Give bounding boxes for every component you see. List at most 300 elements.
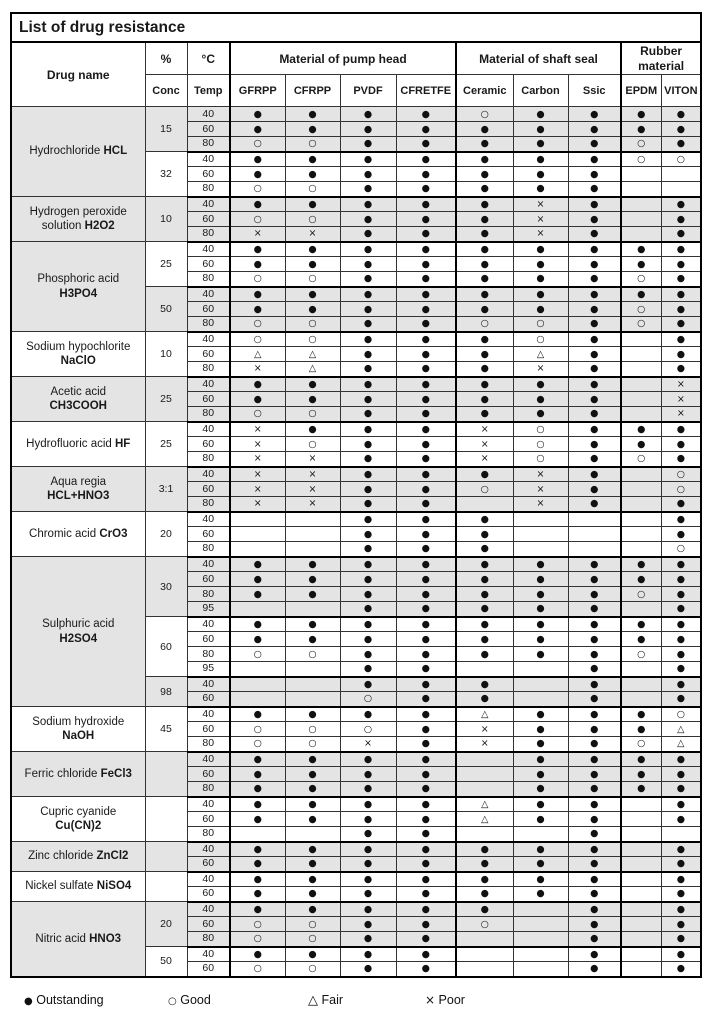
temp-cell: 80	[187, 407, 230, 422]
resistance-cell: ○	[230, 317, 285, 332]
resistance-cell: ×	[456, 737, 513, 752]
temp-cell: 80	[187, 317, 230, 332]
resistance-cell: ×	[456, 437, 513, 452]
resistance-cell	[621, 602, 661, 617]
resistance-cell: ●	[568, 692, 621, 707]
resistance-cell: ●	[513, 257, 568, 272]
resistance-cell: ●	[513, 647, 568, 662]
resistance-cell: ●	[661, 512, 701, 527]
drug-resistance-table	[10, 12, 702, 978]
resistance-cell: ●	[661, 812, 701, 827]
resistance-cell: ●	[568, 422, 621, 437]
resistance-cell: ●	[568, 752, 621, 767]
fair-symbol: △	[308, 993, 318, 1008]
resistance-cell: ●	[661, 767, 701, 782]
resistance-cell: ●	[456, 617, 513, 632]
resistance-cell: ○	[230, 647, 285, 662]
drug-name: Nitric acid	[35, 932, 86, 945]
resistance-cell: ●	[621, 617, 661, 632]
resistance-cell: ●	[456, 572, 513, 587]
conc-cell: 10	[145, 197, 187, 242]
resistance-cell: ●	[340, 782, 396, 797]
temp-cell: 60	[187, 302, 230, 317]
resistance-cell: ●	[340, 497, 396, 512]
resistance-cell: ●	[285, 122, 340, 137]
resistance-cell: ●	[661, 602, 701, 617]
resistance-cell: ○	[456, 107, 513, 122]
resistance-cell	[513, 677, 568, 692]
resistance-cell: ●	[513, 557, 568, 572]
resistance-cell: ○	[621, 317, 661, 332]
resistance-cell: △	[513, 347, 568, 362]
resistance-cell: ●	[456, 677, 513, 692]
resistance-cell: ●	[340, 182, 396, 197]
resistance-cell: ●	[456, 287, 513, 302]
resistance-cell: ×	[456, 422, 513, 437]
resistance-cell: ○	[661, 707, 701, 722]
resistance-cell: ×	[513, 497, 568, 512]
drug-name-cell	[11, 902, 145, 977]
drug-name-cell	[11, 242, 145, 332]
temp-cell: 60	[187, 692, 230, 707]
resistance-cell: ●	[396, 647, 456, 662]
pump-head-group-header: Material of pump head	[230, 42, 456, 75]
resistance-cell: ●	[396, 707, 456, 722]
resistance-cell: ●	[230, 287, 285, 302]
drug-formula: FeCl3	[100, 767, 132, 780]
resistance-cell: ●	[340, 527, 396, 542]
drug-formula: NiSO4	[96, 880, 132, 893]
resistance-cell: ○	[285, 137, 340, 152]
resistance-cell: ●	[513, 407, 568, 422]
resistance-cell: ●	[568, 677, 621, 692]
resistance-cell: ●	[456, 632, 513, 647]
resistance-cell: ●	[661, 317, 701, 332]
resistance-cell: ●	[340, 602, 396, 617]
legend-item-fair	[308, 993, 343, 1008]
resistance-cell: ●	[513, 122, 568, 137]
resistance-cell: ○	[621, 152, 661, 167]
resistance-cell: ●	[285, 302, 340, 317]
resistance-cell	[621, 812, 661, 827]
resistance-cell: ●	[568, 917, 621, 932]
resistance-cell: ●	[661, 677, 701, 692]
resistance-cell: △	[456, 797, 513, 812]
resistance-cell: ●	[396, 152, 456, 167]
resistance-cell	[285, 542, 340, 557]
resistance-cell: ●	[396, 797, 456, 812]
percent-header: %	[145, 42, 187, 75]
resistance-cell: ●	[661, 197, 701, 212]
drug-name-cell	[11, 842, 145, 872]
resistance-cell: ●	[621, 107, 661, 122]
resistance-cell: ●	[456, 257, 513, 272]
temp-cell: 60	[187, 887, 230, 902]
resistance-cell: ●	[340, 767, 396, 782]
resistance-cell: ●	[396, 212, 456, 227]
resistance-cell: ●	[340, 287, 396, 302]
resistance-cell: ●	[661, 782, 701, 797]
resistance-cell: ●	[621, 122, 661, 137]
resistance-cell	[513, 947, 568, 962]
resistance-cell: ●	[661, 257, 701, 272]
temp-cell: 60	[187, 632, 230, 647]
resistance-cell: ●	[568, 782, 621, 797]
resistance-cell: ●	[396, 167, 456, 182]
temp-cell: 80	[187, 542, 230, 557]
resistance-cell: ●	[513, 137, 568, 152]
resistance-cell	[285, 602, 340, 617]
resistance-cell: ●	[621, 752, 661, 767]
conc-cell: 20	[145, 902, 187, 947]
table-row	[11, 332, 701, 347]
legend-item-outstanding	[24, 993, 104, 1007]
resistance-cell: ●	[285, 797, 340, 812]
resistance-cell: ●	[513, 632, 568, 647]
resistance-cell: ●	[285, 632, 340, 647]
resistance-cell: ●	[396, 767, 456, 782]
resistance-cell: ●	[285, 557, 340, 572]
resistance-cell: ●	[621, 242, 661, 257]
resistance-cell: ●	[661, 797, 701, 812]
table-row	[11, 512, 701, 527]
resistance-cell: ○	[621, 272, 661, 287]
resistance-cell	[230, 677, 285, 692]
resistance-cell: ●	[230, 872, 285, 887]
temp-cell: 40	[187, 707, 230, 722]
resistance-cell: ×	[230, 482, 285, 497]
drug-name-cell	[11, 872, 145, 902]
resistance-cell: ●	[513, 707, 568, 722]
resistance-cell	[621, 677, 661, 692]
resistance-cell: ●	[396, 287, 456, 302]
resistance-cell: ●	[230, 812, 285, 827]
resistance-cell: ●	[513, 242, 568, 257]
resistance-cell: ●	[340, 377, 396, 392]
drug-formula: Cu(CN)2	[55, 820, 102, 832]
resistance-cell: ●	[340, 662, 396, 677]
temp-cell: 40	[187, 467, 230, 482]
resistance-cell: ×	[285, 482, 340, 497]
resistance-cell: ●	[661, 452, 701, 467]
resistance-cell: ●	[230, 857, 285, 872]
drug-resistance-page	[10, 12, 700, 1008]
legend-item-good	[168, 993, 211, 1007]
resistance-cell: ●	[513, 767, 568, 782]
resistance-cell	[621, 542, 661, 557]
resistance-cell: ○	[285, 182, 340, 197]
resistance-cell	[661, 182, 701, 197]
resistance-cell: ●	[396, 872, 456, 887]
resistance-cell: △	[285, 347, 340, 362]
resistance-cell: ●	[621, 722, 661, 737]
resistance-cell	[568, 512, 621, 527]
resistance-cell: ●	[340, 962, 396, 977]
conc-cell: 10	[145, 332, 187, 377]
temp-cell: 95	[187, 662, 230, 677]
resistance-cell	[230, 692, 285, 707]
resistance-cell: ●	[230, 707, 285, 722]
resistance-cell	[621, 332, 661, 347]
table-row	[11, 197, 701, 212]
resistance-cell: ●	[340, 242, 396, 257]
resistance-cell: ○	[513, 317, 568, 332]
resistance-cell	[456, 782, 513, 797]
resistance-cell: ●	[396, 122, 456, 137]
temp-cell: 40	[187, 422, 230, 437]
resistance-cell: ●	[456, 227, 513, 242]
drug-formula: NaClO	[60, 355, 96, 367]
resistance-cell	[568, 542, 621, 557]
resistance-cell: ●	[396, 812, 456, 827]
resistance-cell: ×	[513, 362, 568, 377]
resistance-cell: ●	[661, 842, 701, 857]
resistance-cell: ●	[230, 617, 285, 632]
resistance-cell	[513, 527, 568, 542]
resistance-cell: ●	[396, 602, 456, 617]
resistance-cell: ●	[340, 917, 396, 932]
table-row	[11, 467, 701, 482]
resistance-cell: ●	[661, 272, 701, 287]
resistance-cell: ●	[340, 107, 396, 122]
resistance-cell: ●	[513, 812, 568, 827]
resistance-cell: ●	[568, 257, 621, 272]
resistance-cell: ○	[285, 407, 340, 422]
resistance-cell	[456, 932, 513, 947]
resistance-cell: ●	[568, 482, 621, 497]
resistance-cell: ●	[396, 257, 456, 272]
temp-cell: 80	[187, 272, 230, 287]
resistance-cell	[456, 947, 513, 962]
resistance-cell: ×	[456, 452, 513, 467]
poor-symbol: ×	[425, 993, 436, 1007]
resistance-cell: ●	[396, 737, 456, 752]
resistance-cell: ○	[513, 452, 568, 467]
conc-cell	[145, 842, 187, 872]
resistance-cell: ●	[568, 137, 621, 152]
resistance-cell: ○	[661, 152, 701, 167]
resistance-cell: ●	[661, 557, 701, 572]
resistance-cell: ●	[568, 872, 621, 887]
resistance-cell	[456, 962, 513, 977]
temp-cell: 80	[187, 227, 230, 242]
resistance-cell: ●	[513, 722, 568, 737]
resistance-cell: ●	[340, 842, 396, 857]
resistance-cell: ×	[513, 467, 568, 482]
conc-cell: 15	[145, 107, 187, 152]
resistance-cell: ●	[513, 287, 568, 302]
resistance-cell: ●	[568, 152, 621, 167]
conc-cell: 25	[145, 242, 187, 287]
resistance-cell: ●	[456, 212, 513, 227]
resistance-cell	[621, 167, 661, 182]
temp-cell: 60	[187, 482, 230, 497]
conc-cell: 3:1	[145, 467, 187, 512]
drug-name-cell	[11, 422, 145, 467]
legend	[20, 993, 708, 1011]
resistance-cell: ●	[621, 422, 661, 437]
resistance-cell: ●	[568, 557, 621, 572]
resistance-cell: ●	[661, 362, 701, 377]
resistance-cell: ●	[285, 167, 340, 182]
resistance-cell: ●	[456, 902, 513, 917]
conc-cell	[145, 872, 187, 902]
resistance-cell: ●	[456, 392, 513, 407]
resistance-cell: △	[456, 707, 513, 722]
resistance-cell	[661, 167, 701, 182]
resistance-cell: ●	[396, 932, 456, 947]
resistance-cell: ●	[285, 392, 340, 407]
drug-name-cell	[11, 752, 145, 797]
resistance-cell: ○	[230, 932, 285, 947]
resistance-cell: ●	[661, 962, 701, 977]
resistance-cell: ●	[456, 362, 513, 377]
resistance-cell: ●	[285, 902, 340, 917]
drug-name: Sodium hydroxide	[32, 715, 125, 728]
drug-name-cell	[11, 332, 145, 377]
temp-cell: 80	[187, 932, 230, 947]
resistance-cell: ●	[396, 662, 456, 677]
resistance-cell: ●	[513, 872, 568, 887]
resistance-cell: ●	[340, 392, 396, 407]
resistance-cell: ●	[568, 662, 621, 677]
resistance-cell	[621, 347, 661, 362]
resistance-cell: ○	[661, 467, 701, 482]
temp-cell: 80	[187, 587, 230, 602]
col-header-epdm: EPDM	[621, 75, 661, 107]
temp-cell: 60	[187, 527, 230, 542]
resistance-cell: ●	[396, 137, 456, 152]
resistance-cell	[230, 602, 285, 617]
conc-cell: 20	[145, 512, 187, 557]
col-header-gfrpp: GFRPP	[230, 75, 285, 107]
resistance-cell: ●	[513, 107, 568, 122]
resistance-cell: ●	[396, 857, 456, 872]
resistance-cell: ●	[568, 842, 621, 857]
resistance-cell: ●	[230, 392, 285, 407]
resistance-cell: ●	[661, 107, 701, 122]
table-row	[11, 242, 701, 257]
resistance-cell: ●	[396, 632, 456, 647]
resistance-cell: ×	[230, 452, 285, 467]
temp-cell: 40	[187, 377, 230, 392]
resistance-cell: ●	[568, 962, 621, 977]
resistance-cell: ●	[661, 137, 701, 152]
resistance-cell: ●	[340, 152, 396, 167]
conc-cell: 25	[145, 422, 187, 467]
resistance-cell: ×	[230, 227, 285, 242]
drug-formula: ZnCl2	[96, 850, 129, 863]
resistance-cell: ●	[230, 377, 285, 392]
resistance-cell: ×	[285, 467, 340, 482]
resistance-cell: ○	[230, 212, 285, 227]
temp-cell: 60	[187, 167, 230, 182]
resistance-cell: ●	[513, 272, 568, 287]
resistance-cell: ●	[661, 497, 701, 512]
good-symbol: ○	[168, 996, 177, 1007]
table-row	[11, 797, 701, 812]
resistance-cell: ●	[340, 422, 396, 437]
resistance-cell: ●	[396, 902, 456, 917]
resistance-cell	[285, 527, 340, 542]
resistance-cell: ●	[568, 707, 621, 722]
resistance-cell: △	[661, 722, 701, 737]
resistance-cell: ●	[230, 782, 285, 797]
resistance-cell: ●	[568, 632, 621, 647]
resistance-cell: ●	[396, 962, 456, 977]
legend-label: Good	[180, 993, 211, 1007]
resistance-cell: ●	[396, 722, 456, 737]
resistance-cell: ●	[621, 437, 661, 452]
resistance-cell: ●	[285, 842, 340, 857]
resistance-cell: ●	[568, 107, 621, 122]
resistance-cell: ●	[568, 317, 621, 332]
drug-name: Hydrochloride	[29, 145, 101, 158]
resistance-cell: ●	[396, 302, 456, 317]
resistance-cell: ●	[396, 677, 456, 692]
resistance-cell: ●	[340, 257, 396, 272]
resistance-cell: ●	[340, 167, 396, 182]
resistance-cell: ○	[230, 737, 285, 752]
resistance-cell: ●	[456, 167, 513, 182]
resistance-cell: ●	[513, 737, 568, 752]
resistance-cell: ×	[513, 227, 568, 242]
resistance-cell: ●	[456, 557, 513, 572]
resistance-cell	[621, 227, 661, 242]
drug-name: Nickel sulfate	[25, 880, 94, 893]
resistance-cell: ●	[230, 902, 285, 917]
resistance-cell: ●	[513, 572, 568, 587]
resistance-cell	[621, 467, 661, 482]
resistance-cell	[513, 542, 568, 557]
resistance-cell: ●	[396, 377, 456, 392]
temp-cell: 40	[187, 152, 230, 167]
resistance-cell: ●	[396, 317, 456, 332]
resistance-cell: ○	[230, 182, 285, 197]
drug-formula: HNO3	[89, 932, 122, 945]
resistance-cell: ●	[340, 467, 396, 482]
resistance-cell: ●	[396, 347, 456, 362]
conc-cell: 30	[145, 557, 187, 617]
temp-cell: 60	[187, 437, 230, 452]
conc-cell: 50	[145, 947, 187, 977]
resistance-cell: ●	[621, 572, 661, 587]
resistance-cell: ●	[456, 527, 513, 542]
resistance-cell: ●	[568, 452, 621, 467]
resistance-cell: ●	[661, 872, 701, 887]
resistance-cell: ●	[661, 122, 701, 137]
resistance-cell: ●	[230, 767, 285, 782]
resistance-cell: ●	[568, 377, 621, 392]
resistance-cell	[513, 902, 568, 917]
resistance-cell: ●	[340, 302, 396, 317]
resistance-cell: ●	[396, 182, 456, 197]
resistance-cell: ●	[230, 947, 285, 962]
temp-cell: 60	[187, 392, 230, 407]
temp-cell: 60	[187, 812, 230, 827]
rubber-group-header: Rubber material	[621, 42, 701, 75]
resistance-cell: ●	[456, 587, 513, 602]
resistance-cell	[621, 512, 661, 527]
drug-name: Acetic acid	[50, 385, 107, 398]
resistance-cell: ●	[513, 782, 568, 797]
conc-cell: 98	[145, 677, 187, 707]
conc-cell	[145, 797, 187, 842]
resistance-cell: ●	[568, 902, 621, 917]
resistance-cell: ○	[621, 452, 661, 467]
resistance-cell: ●	[456, 197, 513, 212]
resistance-cell: ●	[340, 347, 396, 362]
